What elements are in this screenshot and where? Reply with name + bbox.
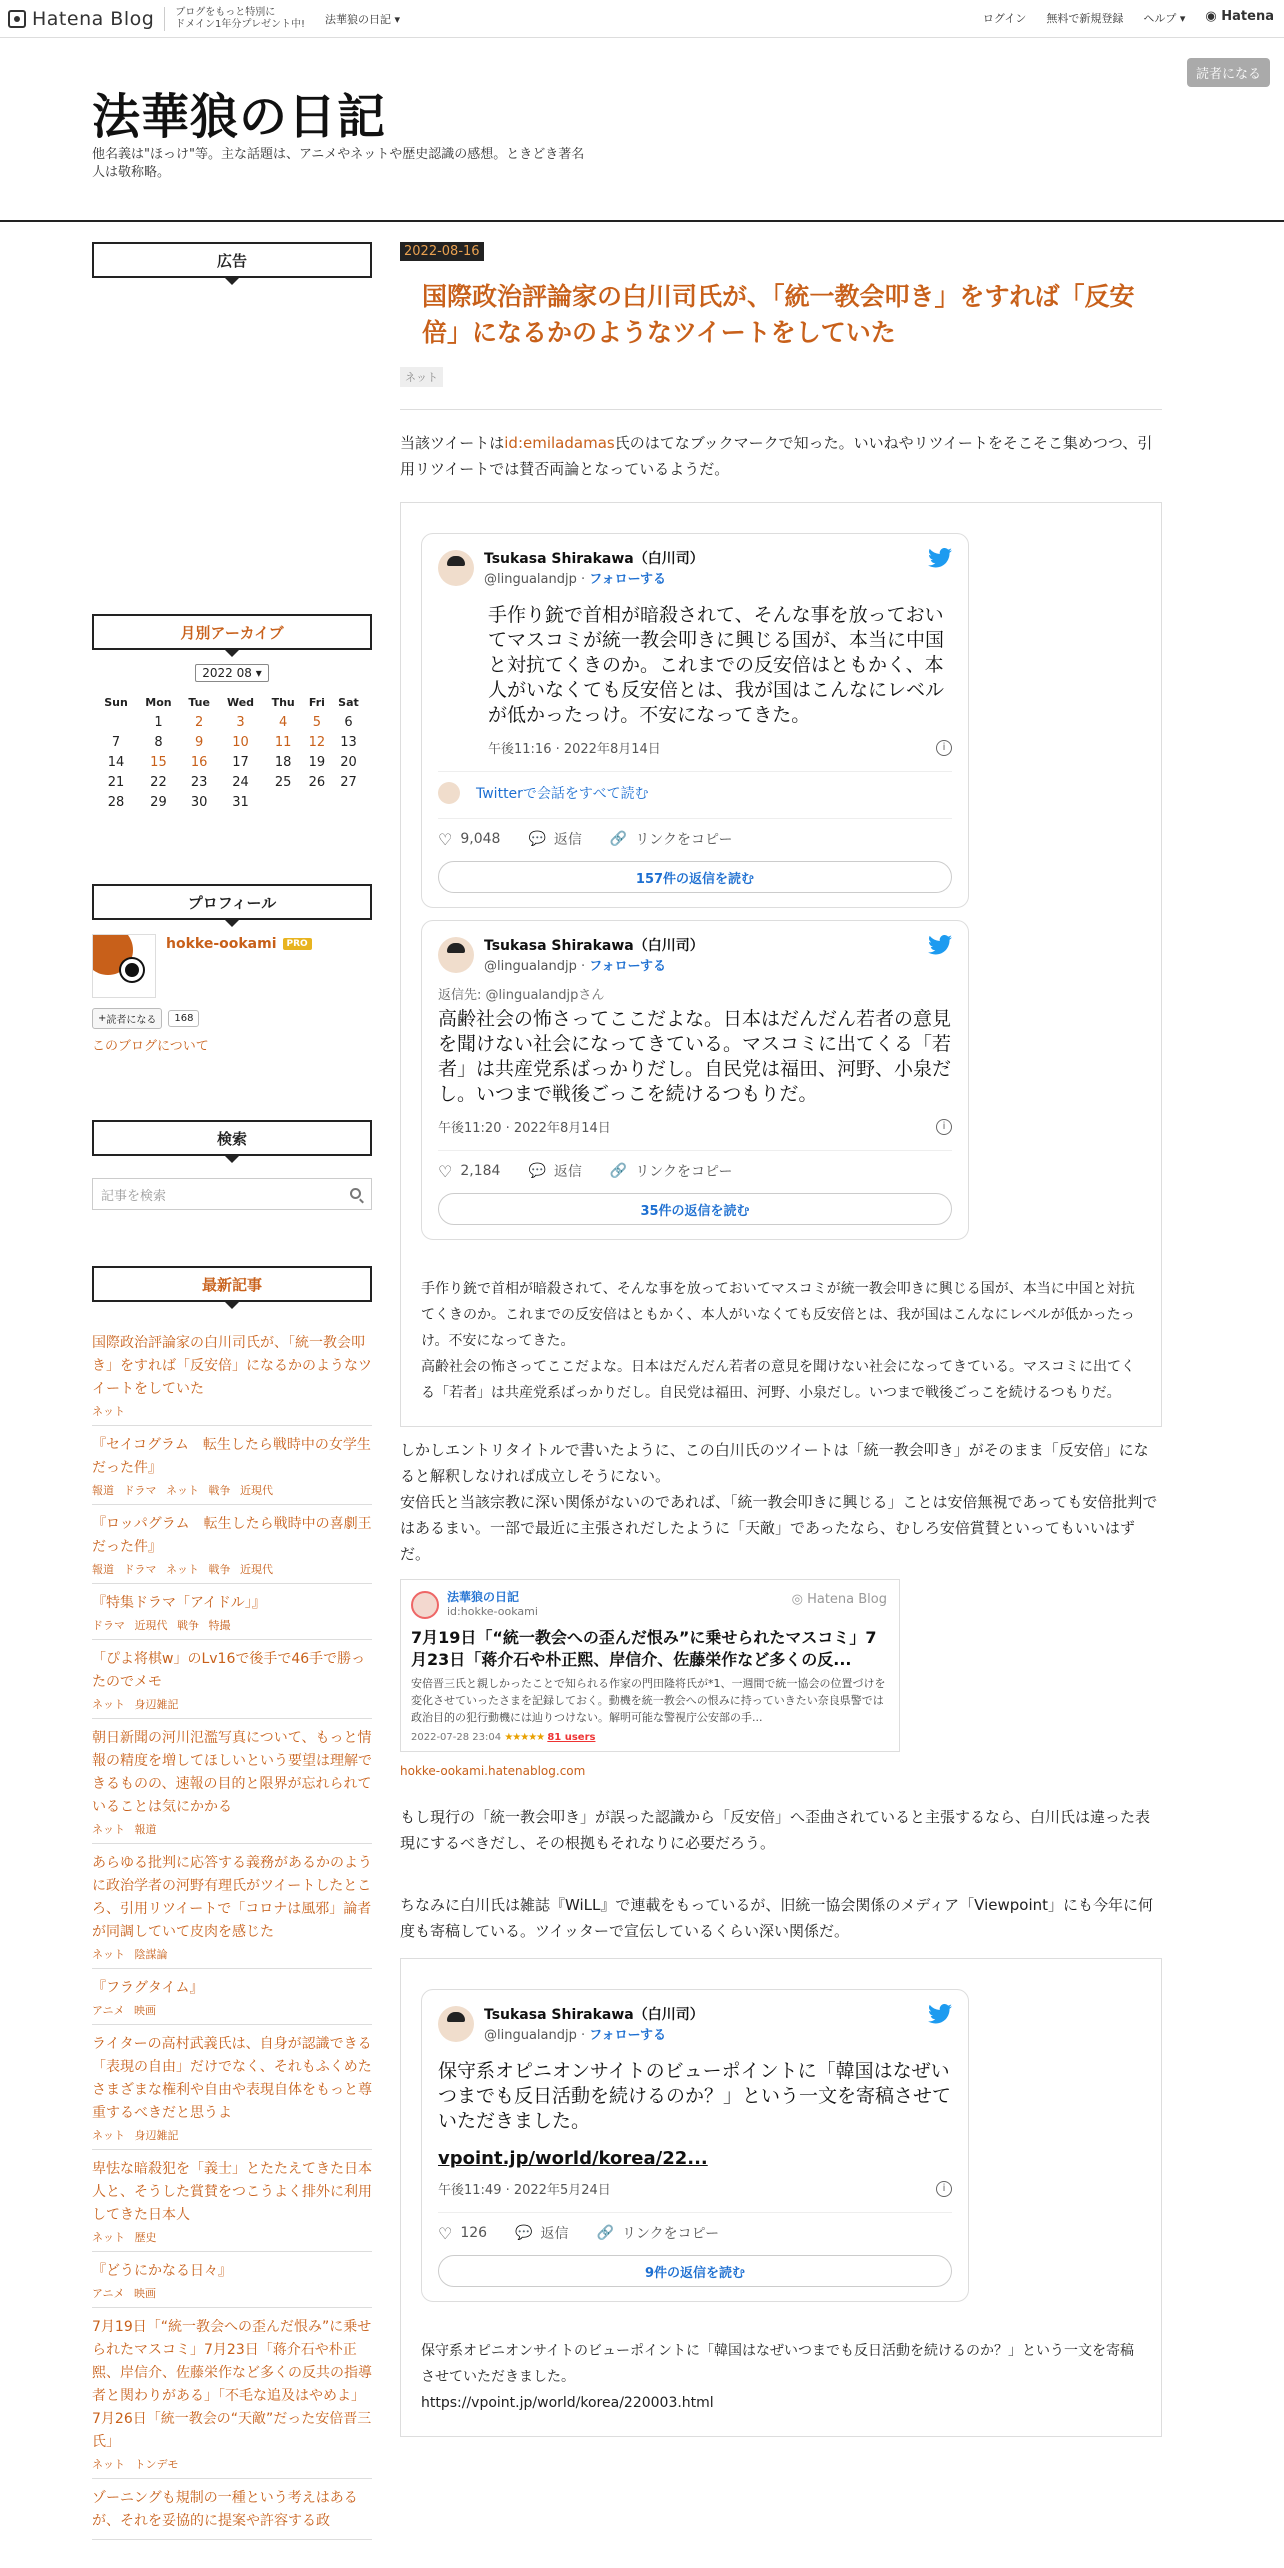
small-avatar xyxy=(438,782,460,804)
paragraph-5: ちなみに白川氏は雑誌『WiLL』で連載をもっているが、旧統一協会関係のメディア「Viewpoint」にも今年に何度も寄稿している。ツイッターで宣伝しているくらい深い関係だ。 xyxy=(400,1896,1154,1940)
pro-badge: PRO xyxy=(283,938,312,950)
tweet-handle[interactable]: @lingualandjp xyxy=(484,959,577,974)
brand-text: Hatena Blog xyxy=(32,7,155,30)
calendar-day-header: Fri xyxy=(308,695,325,709)
tweet-text: 手作り銃で首相が暗殺されて、そんな事を放っておいてマスコミが統一教会叩きに興じる国が、本当に中国と対抗てくきのか。これまでの反安倍はともかく、本人がいなくても反安倍とは、我が国はこんなにレベルが低かったっけ。不安になってきた。 xyxy=(488,604,945,726)
calendar-day: 24 xyxy=(232,774,249,790)
subscribe-button[interactable]: 読者になる xyxy=(1187,58,1270,87)
recent-entry-title[interactable]: 『フラグタイム』 xyxy=(92,1980,204,1996)
link-icon: 🔗 xyxy=(596,2225,614,2241)
blog-description: 他名義は"ほっけ"等。主な話題は、アニメやネットや歴史認識の感想。ときどき著名人は敬称略。 xyxy=(92,147,585,180)
quote-block-2 xyxy=(400,1958,1162,2437)
calendar-day[interactable]: 2 xyxy=(195,714,204,730)
tweet-time[interactable]: 午後11:49 · 2022年5月24日 xyxy=(438,2183,611,2198)
quoted-text-1: 手作り銃で首相が暗殺されて、そんな事を放っておいてマスコミが統一教会叩きに興じる国が、本当に中国と対抗てくきのか。これまでの反安倍はともかく、本人がいなくても反安倍とは、我が国はこんなにレベルが低かったっけ。不安になってきた。 xyxy=(421,1281,1135,1349)
card-title: 7月19日「“統一教会への歪んだ恨み”に乗せられたマスコミ」7月23日「蒋介石や朴正熙、岸信介、佐藤栄作など多くの反... xyxy=(411,1628,877,1669)
like-button[interactable] xyxy=(438,1162,500,1181)
recent-entry-title[interactable]: ライターの高村武義氏は、自身が認識できる「表現の自由」だけでなく、それもふくめたさまざまな権利や自由や表現自体をもっと尊重するべきだと思うよ xyxy=(92,2036,372,2121)
copy-label: リンクをコピー xyxy=(621,2226,720,2242)
calendar-day: 26 xyxy=(308,774,326,790)
calendar-day[interactable]: 9 xyxy=(195,734,204,750)
card-bookmark-users[interactable]: 81 users xyxy=(547,1732,596,1743)
recent-entry-categories[interactable]: ネット xyxy=(92,1405,125,1418)
reply-icon: 💬 xyxy=(515,2225,533,2241)
recent-widget-title[interactable]: 最新記事 xyxy=(92,1266,372,1302)
global-nav xyxy=(983,10,1274,26)
blog-header xyxy=(0,38,1284,222)
recent-entry-categories[interactable]: ネット トンデモ xyxy=(92,2458,179,2471)
recent-entry xyxy=(92,1640,372,1719)
follow-button[interactable]: フォローする xyxy=(589,959,666,974)
recent-entry xyxy=(92,2308,372,2479)
calendar-day: 8 xyxy=(154,734,163,750)
copy-link-button[interactable] xyxy=(610,829,733,849)
calendar-day-header: Tue xyxy=(188,695,210,709)
calendar-day: 22 xyxy=(150,774,167,790)
card-blog-id: id:hokke-ookami xyxy=(447,1605,538,1618)
calendar-day[interactable]: 11 xyxy=(274,734,292,750)
info-icon[interactable]: i xyxy=(936,1119,952,1135)
profile-name-text: hokke-ookami xyxy=(166,936,277,952)
calendar-day: 23 xyxy=(190,774,208,790)
recent-entry-title[interactable]: 『特集ドラマ「アイドル」』 xyxy=(92,1595,266,1611)
tweet-avatar[interactable] xyxy=(438,2006,474,2042)
hatena-logo[interactable]: ◉ Hatena xyxy=(1205,9,1274,24)
recent-entry-title[interactable]: 「ぴよ将棋w」のLv16で後手で46手で勝ったのでメモ xyxy=(92,1651,366,1690)
recent-entry-categories[interactable]: ネット 報道 xyxy=(92,1823,157,1836)
divider xyxy=(400,409,1162,410)
quoted-text-2: 高齢社会の怖さってここだよな。日本はだんだん若者の意見を聞けない社会になってきている。マスコミに出てくる「若者」は共産党系ばっかりだし。自民党は福田、河野、小泉だし。いつまで戦後ごっこを続けるつもりだ。 xyxy=(421,1359,1135,1401)
card-stars: ★★★★★ xyxy=(504,1732,545,1743)
recent-entry xyxy=(92,1426,372,1505)
profile-subscribe-button[interactable]: + 読者になる xyxy=(92,1008,162,1029)
follow-button[interactable]: フォローする xyxy=(589,572,666,587)
card-hatena-blog-logo: ◎ Hatena Blog xyxy=(791,1592,887,1607)
card-brand: Hatena Blog xyxy=(807,1592,887,1607)
search-placeholder: 記事を検索 xyxy=(101,1188,167,1204)
paragraph-2: しかしエントリタイトルで書いたように、この白川氏のツイートは「統一教会叩き」がそのまま「反安倍」になると解釈しなければ成立しそうにない。 xyxy=(400,1441,1149,1485)
recent-entry-categories[interactable]: ネット 身辺雑記 xyxy=(92,2129,179,2142)
recent-entry-categories[interactable]: ネット 歴史 xyxy=(92,2231,157,2244)
hatena-blog-logo[interactable] xyxy=(8,8,154,30)
info-icon[interactable]: i xyxy=(936,740,952,756)
hatena-blog-icon xyxy=(8,10,26,28)
heart-icon: ♡ xyxy=(438,1161,453,1181)
recent-entry xyxy=(92,2479,372,2540)
read-replies-button[interactable]: 157件の返信を読む xyxy=(438,861,952,893)
calendar-day: 13 xyxy=(340,734,357,750)
recent-entry xyxy=(92,1719,372,1844)
quoted-text-3: 保守系オピニオンサイトのビューポイントに「韓国はなぜいつまでも反日活動を続けるのか？」という一文を寄稿させていただきました。 xyxy=(421,2343,1135,2385)
tweet-handle[interactable]: @lingualandjp xyxy=(484,2028,577,2043)
tweet-avatar[interactable] xyxy=(438,937,474,973)
entry-date[interactable]: 2022-08-16 xyxy=(400,242,484,261)
calendar-empty xyxy=(331,792,366,812)
recent-entry-title[interactable]: 朝日新聞の河川氾濫写真について、もっと情報の精度を増してほしいという要望は理解できるものの、速報の目的と限界が忘れられていることは気にかかる xyxy=(92,1730,372,1815)
conversation-text: Twitterで会話をすべて読む xyxy=(476,786,649,802)
domain-promo[interactable] xyxy=(164,7,305,31)
link-icon: 🔗 xyxy=(609,1163,628,1179)
profile-avatar[interactable] xyxy=(92,934,156,998)
reply-button[interactable] xyxy=(515,2223,568,2243)
calendar-day: 25 xyxy=(274,774,292,790)
calendar-day: 21 xyxy=(107,774,125,790)
embedded-tweet-1[interactable]: Tsukasa Shirakawa（白川司） @lingualandjp · フォローする 手作り銃で首相が暗殺されて、そんな事を放っておいてマスコミが統一教会叩きに興じる国が、本当に中国と対抗てくきのか。これまでの反安倍はともかく、本人がいなくても反安倍とは、我が国はこんなにレベルが低かったっけ。不安になってきた。 午後11:16 · 2022年8月14日 i Twitterで会話をすべて読む ♡ 9,048 💬 返信 🔗 リンクをコピー 157件の返信を読む xyxy=(421,533,969,908)
promo-line2: ドメイン1年分プレゼント中! xyxy=(175,18,305,30)
tweet-link[interactable]: vpoint.jp/world/korea/22... xyxy=(438,2148,708,2169)
ad-widget-title: 広告 xyxy=(92,242,372,278)
recent-entry xyxy=(92,2025,372,2150)
recent-list xyxy=(92,1324,372,2540)
login-link[interactable]: ログイン xyxy=(982,12,1027,25)
profile-subscribe-label: 読者になる xyxy=(106,1015,157,1026)
twitter-bird-icon[interactable] xyxy=(928,548,952,568)
p1-text-a: 当該ツイートは xyxy=(400,434,505,452)
reply-button[interactable] xyxy=(528,1161,581,1181)
reply-icon: 💬 xyxy=(528,1163,546,1179)
calendar-day: 31 xyxy=(232,794,249,810)
tweet-author[interactable]: Tsukasa Shirakawa（白川司） xyxy=(484,2007,704,2023)
promo-line1: ブログをもっと特別に xyxy=(175,6,276,18)
calendar-day-header: Mon xyxy=(145,695,172,709)
subscriber-count[interactable]: 168 xyxy=(168,1010,199,1027)
calendar-day: 27 xyxy=(340,774,357,790)
recent-entry-title[interactable]: 7月19日「“統一教会への歪んだ恨み”に乗せられたマスコミ」7月23日「蒋介石や朴正熙、岸信介、佐藤栄作など多くの反共の指導者と関わりがある」「不毛な追及はやめよ」7月26日「統一教会の“天敵”だった安倍晋三氏」 xyxy=(92,2319,372,2450)
search-widget xyxy=(92,1120,372,1210)
about-blog-link[interactable]: このブログについて xyxy=(92,1039,209,1054)
copy-label: リンクをコピー xyxy=(635,1164,733,1180)
recent-entry-categories[interactable]: 報道 ドラマ ネット 戦争 近現代 xyxy=(92,1484,273,1497)
calendar-empty xyxy=(96,712,136,732)
reply-label: 返信 xyxy=(540,2226,569,2242)
calendar-day[interactable]: 3 xyxy=(236,714,245,730)
calendar-day[interactable]: 10 xyxy=(232,734,249,750)
help-menu[interactable]: ヘルプ ▾ xyxy=(1143,12,1186,25)
recent-entry xyxy=(92,2252,372,2308)
calendar-day: 17 xyxy=(232,754,249,770)
calendar-empty xyxy=(303,792,331,812)
calendar-day: 18 xyxy=(274,754,292,770)
tweet-author[interactable]: Tsukasa Shirakawa（白川司） xyxy=(484,938,704,954)
calendar-day[interactable]: 12 xyxy=(308,734,326,750)
recent-entry-categories[interactable]: ドラマ 近現代 戦争 特撮 xyxy=(92,1619,231,1632)
tweet-avatar[interactable] xyxy=(438,550,474,586)
archive-widget xyxy=(92,614,372,812)
heart-icon: ♡ xyxy=(438,829,453,849)
profile-widget xyxy=(92,884,372,1054)
recent-entry-title[interactable]: 『セイコグラム 転生したら戦時中の女学生だった件』 xyxy=(92,1437,371,1476)
calendar-day[interactable]: 16 xyxy=(190,754,208,770)
search-widget-title: 検索 xyxy=(92,1120,372,1156)
tweet-time[interactable]: 午後11:20 · 2022年8月14日 xyxy=(438,1121,611,1136)
like-count: 9,048 xyxy=(460,831,501,847)
link-icon: 🔗 xyxy=(609,831,628,847)
recent-entry-categories[interactable]: ネット 身辺雑記 xyxy=(92,1698,179,1711)
recent-entry-categories[interactable]: アニメ 映画 xyxy=(92,2287,156,2300)
like-count: 126 xyxy=(460,2225,488,2241)
info-icon[interactable]: i xyxy=(936,2181,952,2197)
reply-label: 返信 xyxy=(553,1164,582,1180)
recent-entry xyxy=(92,1324,372,1426)
recent-entry-categories[interactable]: アニメ 映画 xyxy=(92,2004,156,2017)
calendar-day-header: Thu xyxy=(271,695,295,709)
recent-entry xyxy=(92,1969,372,2025)
reply-label: 返信 xyxy=(553,832,582,848)
calendar-day-header: Wed xyxy=(226,695,255,709)
like-button[interactable] xyxy=(438,830,500,849)
p1-text-b: 氏のはてなブックマークで知った。いいねやリツイートをそこそこ集めつつ、引用リツイートでは賛否両論となっているようだ。 xyxy=(400,434,1153,478)
follow-button[interactable]: フォローする xyxy=(589,2028,666,2043)
register-link[interactable]: 無料で新規登録 xyxy=(1046,12,1124,25)
entry-title[interactable]: 国際政治評論家の白川司氏が、「統一教会叩き」をすれば「反安倍」になるかのようなツイートをしていた xyxy=(422,282,1135,347)
twitter-bird-icon[interactable] xyxy=(928,935,952,955)
reply-to[interactable]: 返信先: @lingualandjpさん xyxy=(438,988,605,1003)
tweet-time[interactable]: 午後11:16 · 2022年8月14日 xyxy=(488,742,661,757)
calendar-day: 1 xyxy=(154,714,163,730)
calendar-day[interactable]: 4 xyxy=(279,714,288,730)
calendar-day: 20 xyxy=(340,754,357,770)
card-blog-avatar xyxy=(411,1591,439,1619)
blog-title[interactable]: 法華狼の日記 xyxy=(92,89,387,145)
calendar-day[interactable]: 5 xyxy=(312,714,322,730)
search-icon[interactable] xyxy=(350,1188,361,1199)
sidebar xyxy=(92,242,372,278)
copy-link-button[interactable] xyxy=(597,2223,720,2243)
twitter-bird-icon[interactable] xyxy=(928,2004,952,2024)
like-count: 2,184 xyxy=(460,1163,501,1179)
read-conversation-link[interactable] xyxy=(438,771,952,804)
recent-entry-title[interactable]: 『ロッパグラム 転生したら戦時中の喜劇王だった件』 xyxy=(92,1516,372,1555)
calendar-day-header: Sun xyxy=(104,695,128,709)
embedded-tweet-2[interactable]: Tsukasa Shirakawa（白川司） @lingualandjp · フォローする 返信先: @lingualandjpさん 高齢社会の怖さってここだよな。日本はだんだん若者の意見を聞けない社会になってきている。マスコミに出てくる「若者」は共産党系ばっかりだし。自民党は福田、河野、小泉だし。いつまで戦後ごっこを続けるつもりだ。 午後11:20 · 2022年8月14日 i ♡ 2,184 💬 返信 🔗 リンクをコピー 35件の返信を読む xyxy=(421,920,969,1240)
hatena-text: Hatena xyxy=(1221,9,1274,24)
blog-card[interactable] xyxy=(400,1579,900,1752)
like-button[interactable] xyxy=(438,2224,487,2243)
blog-menu[interactable]: 法華狼の日記 ▾ xyxy=(324,12,400,26)
read-replies-button[interactable]: 35件の返信を読む xyxy=(438,1193,952,1225)
copy-link-button[interactable] xyxy=(610,1161,733,1181)
emiladamas-link[interactable]: id:emiladamas xyxy=(504,434,615,452)
quote-block-1 xyxy=(400,502,1162,1427)
recent-entry xyxy=(92,1844,372,1969)
calendar-empty xyxy=(263,792,302,812)
tweet-author[interactable]: Tsukasa Shirakawa（白川司） xyxy=(484,551,704,567)
recent-entry-categories[interactable]: 報道 ドラマ ネット 戦争 近現代 xyxy=(92,1563,273,1576)
recent-entry-title[interactable]: 卑怯な暗殺犯を「義士」とたたえてきた日本人と、そうした賞賛をつこうよく排外に利用してきた日本人 xyxy=(92,2161,372,2223)
profile-name[interactable] xyxy=(166,936,312,952)
global-header xyxy=(0,0,1284,38)
tweet-text: 高齢社会の怖さってここだよな。日本はだんだん若者の意見を聞けない社会になってきている。マスコミに出てくる「若者」は共産党系ばっかりだし。自民党は福田、河野、小泉だし。いつまで戦後ごっこを続けるつもりだ。 xyxy=(438,1008,952,1105)
calendar-day: 14 xyxy=(107,754,125,770)
recent-entry xyxy=(92,1584,372,1640)
recent-entry-title[interactable]: あらゆる批判に応答する義務があるかのように政治学者の河野有理氏がツイートしたところ、引用リツイートで「コロナは風邪」論者が同調していて皮肉を感じた xyxy=(92,1855,372,1940)
recent-entry-title[interactable]: 国際政治評論家の白川司氏が、「統一教会叩き」をすれば「反安倍」になるかのようなツイートをしていた xyxy=(92,1335,372,1397)
paragraph-4: もし現行の「統一教会叩き」が誤った認識から「反安倍」へ歪曲されていると主張するなら、白川氏は違った表現にするべきだし、その根拠もそれなりに必要だろう。 xyxy=(400,1808,1151,1852)
calendar-day: 19 xyxy=(308,754,326,770)
heart-icon: ♡ xyxy=(438,2223,453,2243)
archive-widget-title[interactable]: 月別アーカイブ xyxy=(92,614,372,650)
search-input[interactable] xyxy=(92,1178,372,1210)
recent-widget xyxy=(92,1266,372,2540)
calendar-day: 29 xyxy=(150,794,167,810)
calendar-day[interactable]: 15 xyxy=(150,754,167,770)
calendar-day: 28 xyxy=(107,794,125,810)
paragraph-3: 安倍氏と当該宗教に深い関係がないのであれば、「統一教会叩きに興じる」ことは安倍無視であっても安倍批判ではあるまい。一部で最近に主張されだしたように「天敵」であったなら、むしろ安倍賞賛といってもいいはずだ。 xyxy=(400,1493,1158,1563)
entry-category[interactable]: ネット xyxy=(400,367,443,387)
archive-calendar xyxy=(96,692,366,812)
copy-label: リンクをコピー xyxy=(635,832,733,848)
calendar-day: 30 xyxy=(190,794,208,810)
card-date: 2022-07-28 23:04 xyxy=(411,1732,502,1743)
reply-icon: 💬 xyxy=(528,831,546,847)
archive-month-select[interactable]: 2022 08 ▾ xyxy=(195,664,269,682)
recent-entry-categories[interactable]: ネット 陰謀論 xyxy=(92,1948,168,1961)
vpoint-link[interactable]: https://vpoint.jp/world/korea/220003.html xyxy=(421,2395,714,2411)
paragraph-1 xyxy=(400,430,1162,482)
card-blog-name: 法華狼の日記 xyxy=(447,1590,520,1604)
recent-entry xyxy=(92,2150,372,2252)
calendar-day-header: Sat xyxy=(338,695,359,709)
profile-widget-title: プロフィール xyxy=(92,884,372,920)
calendar-day: 6 xyxy=(344,714,353,730)
read-replies-button[interactable]: 9件の返信を読む xyxy=(438,2255,952,2287)
tweet-handle[interactable]: @lingualandjp xyxy=(484,572,577,587)
card-summary: 安倍晋三氏と親しかったことで知られる作家の門田隆将氏が*1、一週間で統一協会の位置づけを変化させていったさまを記録しておく。動機を統一教会への恨みに持っていきたい奈良県警では政治目的の犯行動機には辿りつけない。解明可能な警視庁公安部の手... xyxy=(411,1677,886,1724)
embedded-tweet-3[interactable]: Tsukasa Shirakawa（白川司） @lingualandjp · フォローする 保守系オピニオンサイトのビューポイントに「韓国はなぜいつまでも反日活動を続けるのか？」という一文を寄稿させていただきました。 vpoint.jp/world/korea/22... 午後11:49 · 2022年5月24日 i ♡ 126 💬 返信 🔗 リンクをコピー 9件の返信を読む xyxy=(421,1989,969,2302)
recent-entry-title[interactable]: 『どうにかなる日々』 xyxy=(92,2263,232,2279)
tweet-text: 保守系オピニオンサイトのビューポイントに「韓国はなぜいつまでも反日活動を続けるのか？」という一文を寄稿させていただきました。 xyxy=(438,2060,952,2132)
entry xyxy=(400,240,1162,2437)
calendar-day: 7 xyxy=(111,734,121,750)
recent-entry xyxy=(92,1505,372,1584)
card-source-link[interactable]: hokke-ookami.hatenablog.com xyxy=(400,1764,586,1778)
reply-button[interactable] xyxy=(528,829,581,849)
recent-entry-title[interactable]: ゾーニングも規制の一種という考えはあるが、それを妥協的に提案や許容する政 xyxy=(92,2490,358,2529)
